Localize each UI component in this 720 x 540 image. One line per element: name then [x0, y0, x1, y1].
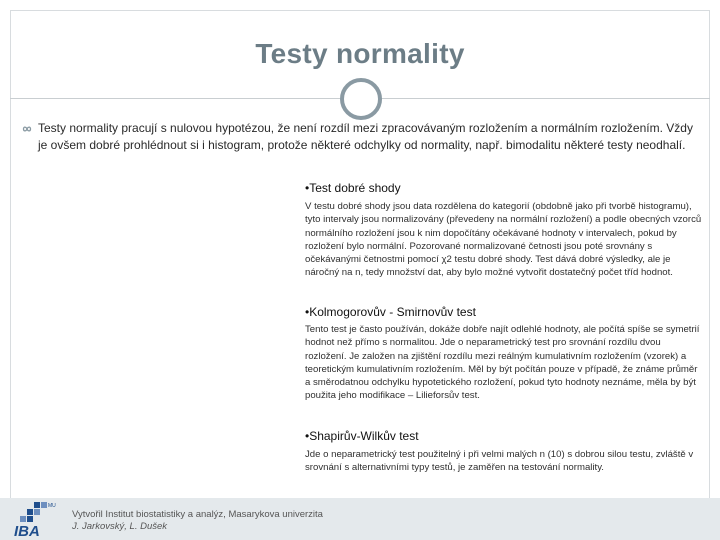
section-heading-kolmogorov-smirnov: •Kolmogorovův - Smirnovův test: [305, 305, 476, 319]
ring-ornament-icon: [340, 78, 382, 120]
slide-title: Testy normality: [255, 38, 465, 69]
infinity-bullet-icon: [20, 124, 34, 134]
title-divider-left: [10, 98, 340, 99]
iba-logo: [12, 500, 56, 538]
section-text-shapiro-wilk: Jde o neparametrický test použitelný i při velmi malých n (10) s dobrou silou testu, zvláště v srovnání s alternativními typy testů, je zaměřen na testování normality.: [305, 449, 694, 474]
logo-small-text: MU: [48, 503, 56, 509]
section-heading-goodness-of-fit: •Test dobré shody: [305, 181, 401, 195]
section-text-kolmogorov-smirnov: Tento test je často používán, dokáže dobře najít odlehlé hodnoty, ale počítá spíše se symetrií hodnot než přímo s normalitou. Jde o neparametrický test pro srovnání rozdílu dvou rozložení. Je založen na zjištění rozdílu mezi reálným kumulativním rozložením (vzorek) a teoretickým kumulativním rozložením. Měl by být počítán pouze v případě, že známe průměr a směrodatnou odchylku hypotetického rozložení, pokud tyto hodnoty neznáme, měla by být použita jeho modifikace – Lilieforsův test.: [305, 324, 700, 402]
section-heading-shapiro-wilk: •Shapirův-Wilkův test: [305, 429, 419, 443]
intro-paragraph: Testy normality pracují s nulovou hypotézou, že není rozdíl mezi zpracovávaným rozložením a normálním rozložením. Vždy je ovšem dobré prohlédnout si i histogram, protože některé odchylky od normality, např. bimodalitu některé testy neodhalí.: [38, 121, 693, 152]
logo-text: IBA: [14, 523, 40, 538]
title-divider-right: [380, 98, 710, 99]
footer-institution: Vytvořil Institut biostatistiky a analýz, Masarykova univerzita: [72, 509, 323, 520]
section-text-goodness-of-fit: V testu dobré shody jsou data rozdělena do kategorií (obdobně jako při tvorbě histogramu), tyto intervaly jsou normalizovány (převedeny na normální rozložení) a podle obecných vzorců normálního rozložení jsou k nim dopočítány očekávané hodnoty v intervalech, pokud by rozložení bylo normální. Pozorované normalizované četnosti jsou poté srovnány s očekávanými četnostmi pomocí χ2 testu dobré shody. Test dává dobré výsledky, ale je náročný na n, tedy množství dat, aby bylo možné vytvořit dostatečný počet tříd hodnot.: [305, 201, 702, 279]
footer-authors: J. Jarkovský, L. Dušek: [72, 521, 168, 532]
